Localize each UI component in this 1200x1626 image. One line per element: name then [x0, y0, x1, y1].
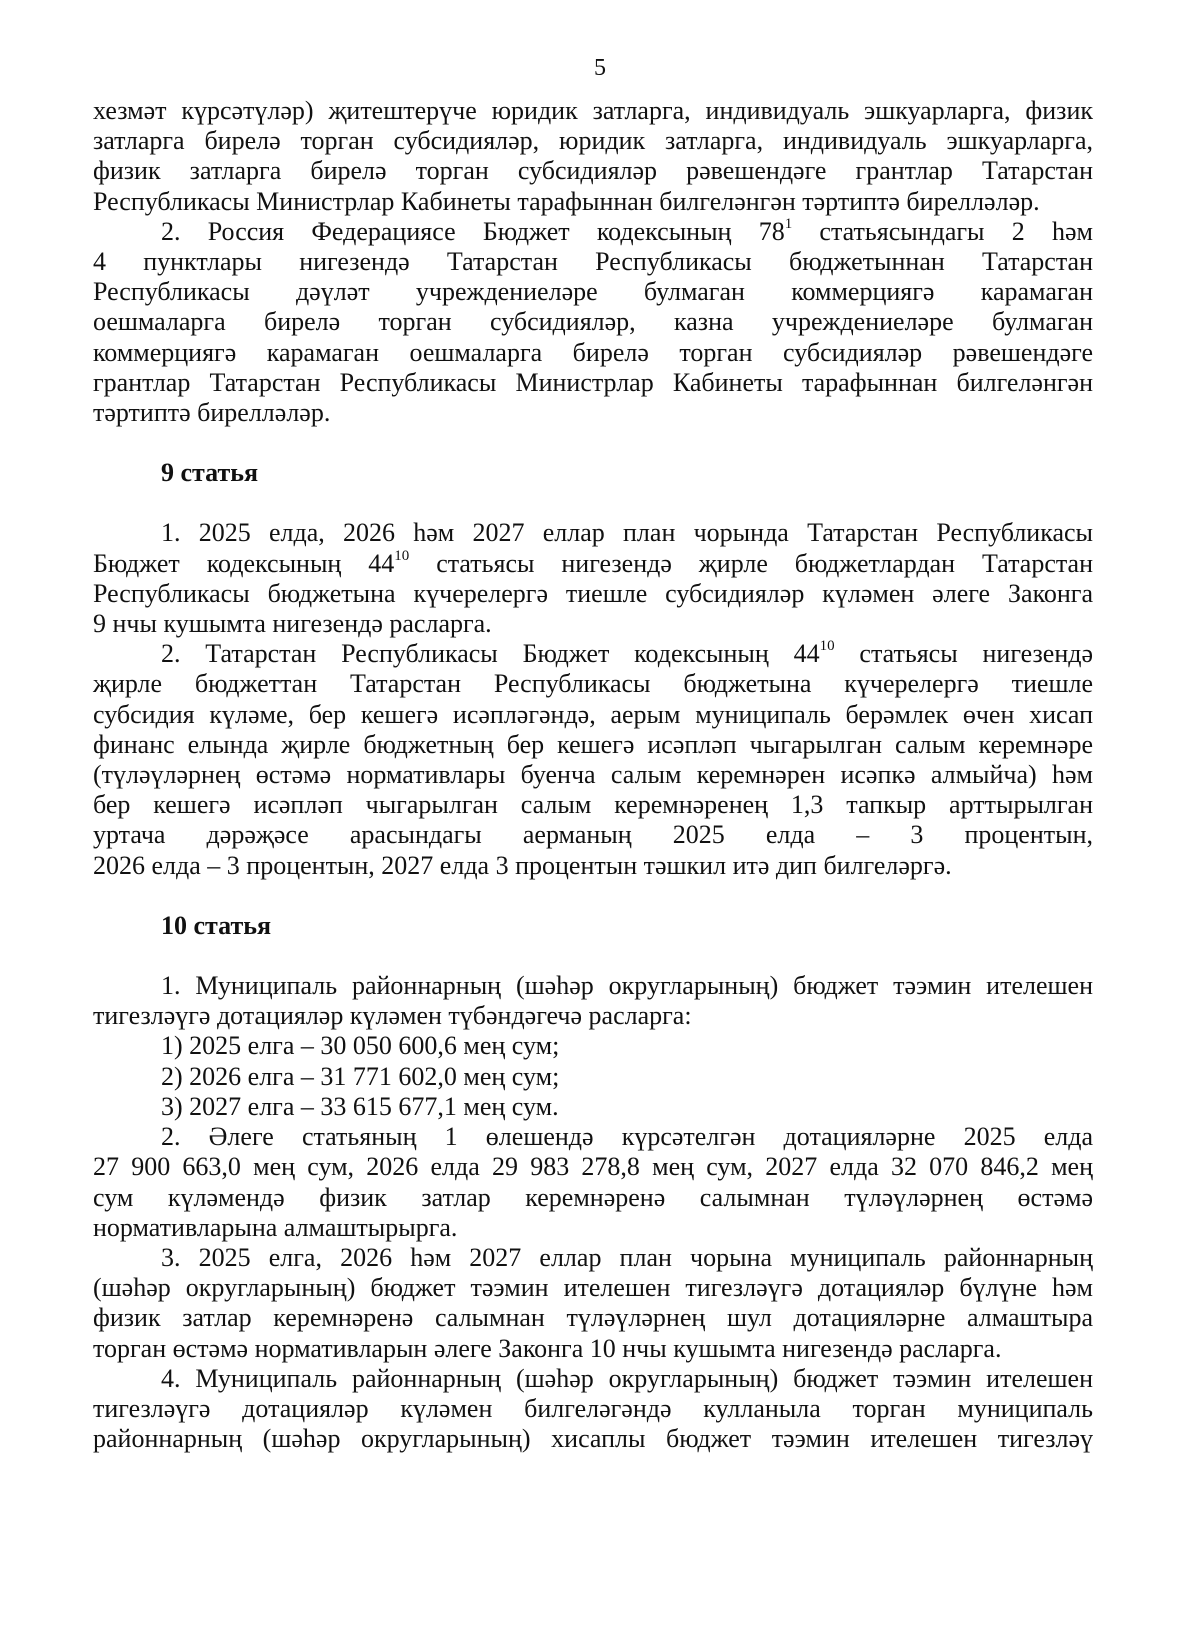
- text-line: тигезләүгә дотацияләр күләмен билгеләгәндә кулланыла торган муниципаль: [93, 1393, 1093, 1423]
- page-number: 5: [594, 55, 606, 81]
- paragraph-continuation: [93, 96, 1093, 217]
- article10-paragraph-1: [93, 971, 1093, 1031]
- article9-paragraph-1: [93, 518, 1093, 639]
- text-line: 4. Муниципаль районнарның (шәһәр округларының) бюджет тәэмин ителешен: [161, 1363, 1093, 1393]
- text-line: коммерциягә карамаган оешмаларга бирелә торган субсидияләр рәвешендәге: [93, 337, 1093, 367]
- text-line: бер кешегә исәпләп чыгарылган салым керемнәренең 1,3 тапкыр арттырылган: [93, 790, 1093, 820]
- list-item: 3) 2027 елга – 33 615 677,1 мең сум.: [161, 1091, 559, 1121]
- superscript: 10: [819, 638, 835, 655]
- superscript: 10: [394, 547, 410, 564]
- article10-paragraph-2: [93, 1122, 1093, 1243]
- article-heading-10: 10 статья: [161, 910, 272, 940]
- text-line: грантлар Татарстан Республикасы Министрлар Кабинеты тарафыннан билгеләнгән: [93, 367, 1093, 397]
- text-line: физик затларга бирелә торган субсидияләр рәвешендәге грантлар Татарстан: [93, 156, 1093, 186]
- text-fragment: 2. Россия Федерациясе Бюджет кодексының 78: [161, 216, 785, 246]
- superscript: 1: [784, 215, 793, 232]
- text-line: тәртиптә бирелләләр.: [93, 398, 331, 428]
- article-heading-9: 9 статья: [161, 458, 259, 488]
- text-line: 4 пунктлары нигезендә Татарстан Республикасы бюджетыннан Татарстан: [93, 247, 1093, 277]
- list-item: 1) 2025 елга – 30 050 600,6 мең сум;: [161, 1031, 560, 1061]
- text-line: сум күләмендә физик затлар керемнәренә салымнан түләүләрнең өстәмә: [93, 1182, 1093, 1212]
- article9-paragraph-2: [93, 639, 1093, 881]
- text-line: [93, 549, 1093, 579]
- text-line: җирле бюджеттан Татарстан Республикасы бюджетына күчерелергә тиешле: [93, 669, 1093, 699]
- text-line: [93, 217, 1093, 247]
- paragraph-item-2: [93, 217, 1093, 428]
- text-line: 27 900 663,0 мең сум, 2026 елда 29 983 278,8 мең сум, 2027 елда 32 070 846,2 мең: [93, 1152, 1093, 1182]
- text-line: финанс елында җирле бюджетның бер кешегә исәпләп чыгарылган салым керемнәре: [93, 729, 1093, 759]
- article10-paragraph-4: [93, 1364, 1093, 1455]
- text-line: (түләүләрнең өстәмә нормативлары буенча салым керемнәрен исәпкә алмыйча) һәм: [93, 760, 1093, 790]
- text-line: физик затлар керемнәренә салымнан түләүләрнең шул дотацияләрне алмаштыра: [93, 1303, 1093, 1333]
- text-line: нормативларына алмаштырырга.: [93, 1212, 458, 1242]
- text-fragment: статьясы нигезендә: [834, 639, 1093, 669]
- text-line: 9 нчы кушымта нигезендә расларга.: [93, 609, 492, 639]
- text-line: хезмәт күрсәтүләр) җитештерүче юридик затларга, индивидуаль эшкуарларга, физик: [93, 96, 1093, 125]
- document-body: [93, 96, 1093, 1454]
- text-line: 1. 2025 елда, 2026 һәм 2027 еллар план чорында Татарстан Республикасы: [161, 518, 1093, 548]
- text-line: субсидия күләме, бер кешегә исәпләгәндә, аерым муниципаль берәмлек өчен хисап: [93, 699, 1093, 729]
- article10-paragraph-3: [93, 1243, 1093, 1364]
- text-line: 1. Муниципаль районнарның (шәһәр округларының) бюджет тәэмин ителешен: [161, 971, 1093, 1001]
- text-line: 2026 елда – 3 процентын, 2027 елда 3 процентын тәшкил итә дип билгеләргә.: [93, 850, 952, 880]
- text-fragment: Бюджет кодексының 44: [93, 548, 395, 578]
- text-line: оешмаларга бирелә торган субсидияләр, казна учреждениеләре булмаган: [93, 307, 1093, 337]
- text-line: торган өстәмә нормативларын әлеге Законга 10 нчы кушымта нигезендә расларга.: [93, 1333, 1002, 1363]
- text-line: (шәһәр округларының) бюджет тәэмин ителешен тигезләүгә дотацияләр бүлүне һәм: [93, 1273, 1093, 1303]
- text-line: затларга бирелә торган субсидияләр, юридик затларга, индивидуаль эшкуарларга,: [93, 126, 1093, 156]
- text-line: Республикасы дәүләт учреждениеләре булмаган коммерциягә карамаган: [93, 277, 1093, 307]
- list-item: 2) 2026 елга – 31 771 602,0 мең сум;: [161, 1061, 560, 1091]
- text-line: Республикасы бюджетына күчерелергә тиешле субсидияләр күләмен әлеге Законга: [93, 578, 1093, 608]
- text-fragment: статьясындагы 2 һәм: [792, 216, 1093, 246]
- text-line: 2. Әлеге статьяның 1 өлешендә күрсәтелгән дотацияләрне 2025 елда: [161, 1122, 1093, 1152]
- text-line: Республикасы Министрлар Кабинеты тарафыннан билгеләнгән тәртиптә бирелләләр.: [93, 186, 1040, 216]
- text-fragment: 2. Татарстан Республикасы Бюджет кодексының 44: [161, 639, 820, 669]
- text-line: тигезләүгә дотацияләр күләмен түбәндәгечә расларга:: [93, 1001, 692, 1031]
- text-line: 3. 2025 елга, 2026 һәм 2027 еллар план чорына муниципаль районнарның: [161, 1242, 1093, 1272]
- article10-list: [93, 1031, 1093, 1122]
- text-fragment: статьясы нигезендә җирле бюджетлардан Татарстан: [409, 548, 1093, 578]
- text-line: районнарның (шәһәр округларының) хисаплы бюджет тәэмин ителешен тигезләү: [93, 1424, 1093, 1454]
- text-line: [93, 639, 1093, 669]
- text-line: уртача дәрәҗәсе арасындагы аерманың 2025 елда – 3 процентын,: [93, 820, 1093, 850]
